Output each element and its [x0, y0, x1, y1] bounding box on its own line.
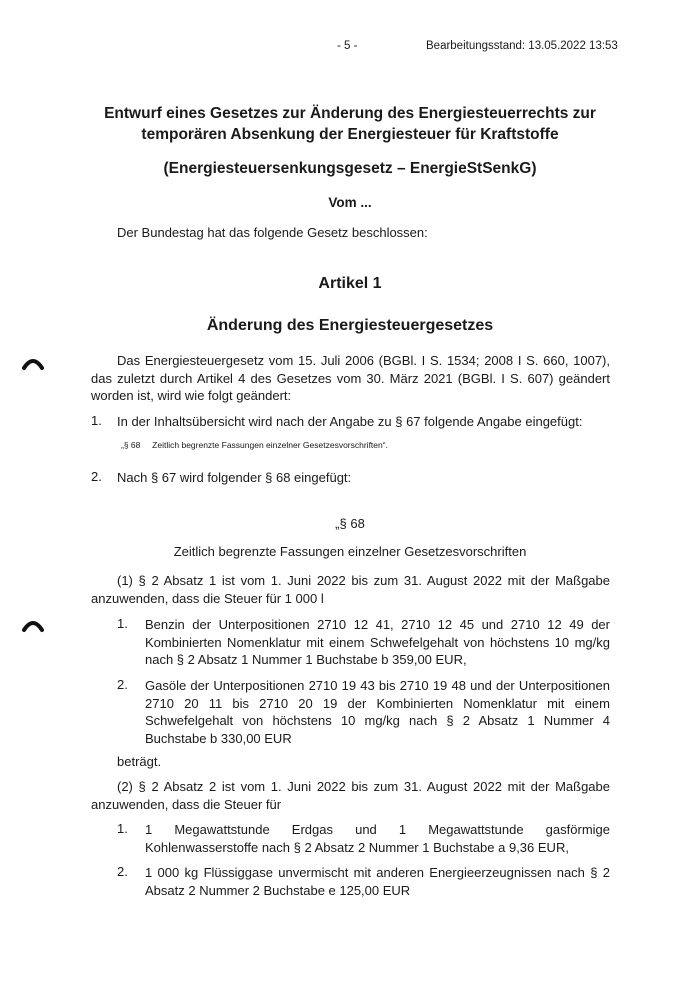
- list-item-text: 1 Megawattstunde Erdgas und 1 Megawattstunde gasförmige Kohlenwasserstoffe nach § 2 Absatz 2 Nummer 1 Buchstabe a 9,36 EUR,: [145, 822, 610, 855]
- article-subheading: Änderung des Energiesteuergesetzes: [206, 317, 494, 334]
- list-number: 2.: [117, 864, 128, 879]
- list-item-text: Nach § 67 wird folgender § 68 eingefügt:: [117, 470, 352, 485]
- paragraph-2: (2) § 2 Absatz 2 ist vom 1. Juni 2022 bis zum 31. August 2022 mit der Maßgabe anzuwenden, dass die Steuer für: [91, 779, 610, 812]
- margin-mark-icon: [22, 350, 44, 372]
- paragraph-1: (1) § 2 Absatz 1 ist vom 1. Juni 2022 bis zum 31. August 2022 mit der Maßgabe anzuwenden, dass die Steuer für 1 000 l: [91, 573, 610, 606]
- list-item-text: Benzin der Unterpositionen 2710 12 41, 2710 12 45 und 2710 12 49 der Kombinierten Nomenklatur mit einem Schwefelgehalt von höchstens 10 mg/kg nach § 2 Absatz 1 Nummer 1 Buchstabe b 359,00 EUR,: [145, 617, 610, 667]
- list-item-text: 1 000 kg Flüssiggase unvermischt mit anderen Energieerzeugnissen nach § 2 Absatz 2 Nummer 2 Buchstabe e 125,00 EUR: [145, 865, 610, 898]
- date-placeholder: Vom ...: [328, 195, 372, 210]
- title-line-1: Entwurf eines Gesetzes zur Änderung des Energiesteuerrechts zur: [104, 105, 596, 122]
- article-heading: Artikel 1: [318, 275, 382, 292]
- short-title: (Energiesteuersenkungsgesetz – EnergieStSenkG): [163, 160, 537, 177]
- edit-status: Bearbeitungsstand: 13.05.2022 13:53: [426, 40, 618, 52]
- section-heading: „§ 68: [335, 516, 365, 531]
- inserted-toc-entry: „§ 68 Zeitlich begrenzte Fassungen einzelner Gesetzesvorschriften“.: [121, 440, 388, 450]
- title-line-2: temporären Absenkung der Energiesteuer für Kraftstoffe: [141, 126, 559, 143]
- list-item-text: Gasöle der Unterpositionen 2710 19 43 bis 2710 19 48 und der Unterpositionen 2710 20 11 bis 2710 20 19 der Kombinierten Nomenklatur mit einem Schwefelgehalt von höchstens 10 mg/kg nach § 2 Absatz 1 Nummer 4 Buchstabe b 330,00 EUR: [145, 678, 610, 746]
- page-number: - 5 -: [337, 40, 358, 52]
- list-number: 1.: [117, 616, 128, 631]
- margin-mark-icon: [22, 612, 44, 634]
- list-number: 1.: [117, 821, 128, 836]
- list-number: 2.: [117, 677, 128, 692]
- list-number: 2.: [91, 469, 102, 484]
- paragraph-1-closing: beträgt.: [117, 754, 162, 769]
- list-number: 1.: [91, 413, 102, 428]
- section-title: Zeitlich begrenzte Fassungen einzelner Gesetzesvorschriften: [173, 544, 527, 559]
- enactment-clause: Der Bundestag hat das folgende Gesetz beschlossen:: [117, 225, 428, 240]
- article-intro-paragraph: Das Energiesteuergesetz vom 15. Juli 2006 (BGBl. I S. 1534; 2008 I S. 660, 1007), das zuletzt durch Artikel 4 des Gesetzes vom 30. März 2021 (BGBl. I S. 607) geändert worden ist, wird wie folgt geändert:: [91, 353, 610, 403]
- list-item-text: In der Inhaltsübersicht wird nach der Angabe zu § 67 folgende Angabe eingefügt:: [117, 414, 583, 429]
